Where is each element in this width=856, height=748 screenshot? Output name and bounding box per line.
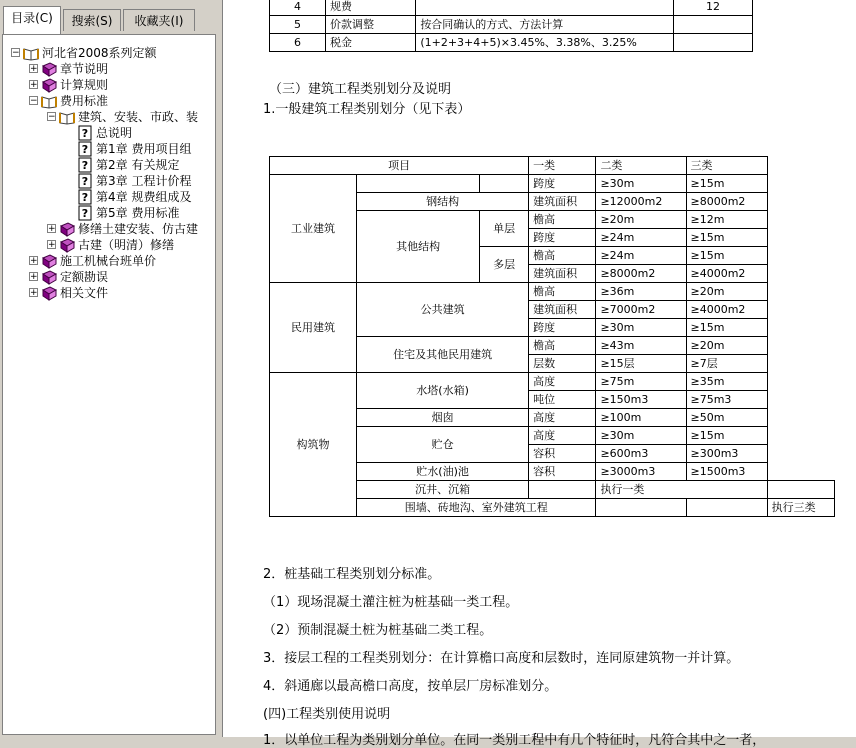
tree-item-label: 定额勘误 bbox=[60, 270, 109, 284]
section-subheading: 1.一般建筑工程类别划分（见下表） bbox=[263, 102, 471, 117]
tree-item[interactable] bbox=[3, 285, 215, 301]
help-page-icon bbox=[77, 157, 93, 173]
open-book-icon bbox=[23, 45, 39, 61]
table-row: 6 税金 (1+2+3+4+5)×3.45%、3.38%、3.25% bbox=[270, 34, 753, 52]
collapse-icon[interactable]: − bbox=[30, 96, 38, 106]
open-book-icon bbox=[41, 93, 57, 109]
paragraph-heading: (四)工程类别使用说明 bbox=[263, 707, 391, 722]
tree-item-label: 修缮土建安装、仿古建 bbox=[78, 222, 199, 236]
tab-favorites[interactable]: 收藏夹(I) bbox=[123, 9, 195, 31]
tree-item[interactable] bbox=[3, 253, 215, 269]
table-row: 钢结构 建筑面积 ≥12000m2 ≥8000m2 bbox=[270, 193, 835, 211]
tree-item[interactable] bbox=[3, 221, 215, 237]
tab-search[interactable]: 搜索(S) bbox=[63, 9, 121, 31]
tree-item[interactable] bbox=[3, 237, 215, 253]
expand-icon[interactable]: + bbox=[30, 64, 38, 74]
tree-item-label: 第4章 规费组成及 bbox=[96, 190, 192, 204]
table-row: 围墙、砖地沟、室外建筑工程 执行三类 bbox=[270, 499, 835, 517]
help-page-icon bbox=[77, 189, 93, 205]
table-row: 层数 ≥15层 ≥7层 bbox=[270, 355, 835, 373]
book-icon bbox=[41, 61, 57, 77]
paragraph: 4．斜通廊以最高檐口高度，按单层厂房标准划分。 bbox=[263, 679, 558, 694]
tree-item[interactable] bbox=[3, 157, 215, 173]
tree-item-label: 第1章 费用项目组 bbox=[96, 142, 192, 156]
tree-item-label: 建筑、安装、市政、装 bbox=[78, 110, 199, 124]
paragraph: （1）现场混凝土灌注桩为桩基础一类工程。 bbox=[263, 595, 519, 610]
svg-text:?: ? bbox=[81, 159, 89, 172]
table-row: 民用建筑 公共建筑 檐高 ≥36m ≥20m bbox=[270, 283, 835, 301]
expand-icon[interactable]: + bbox=[30, 80, 38, 90]
expand-icon[interactable]: + bbox=[48, 240, 56, 250]
book-icon bbox=[41, 253, 57, 269]
tab-contents[interactable]: 目录(C) bbox=[3, 6, 61, 34]
table-row: 住宅及其他民用建筑 檐高 ≥43m ≥20m bbox=[270, 337, 835, 355]
svg-text:?: ? bbox=[81, 143, 89, 156]
tree-item-label: 古建（明清）修缮 bbox=[78, 238, 175, 252]
tree-item[interactable] bbox=[3, 93, 215, 109]
expand-icon[interactable]: + bbox=[30, 288, 38, 298]
section-heading: （三）建筑工程类别划分及说明 bbox=[269, 82, 452, 97]
svg-text:?: ? bbox=[81, 191, 89, 204]
expand-icon[interactable]: + bbox=[30, 256, 38, 266]
svg-text:?: ? bbox=[81, 175, 89, 188]
collapse-icon[interactable]: − bbox=[48, 112, 56, 122]
table-row: 跨度 ≥30m ≥15m bbox=[270, 319, 835, 337]
topic-content-pane bbox=[222, 0, 856, 748]
tree-item[interactable] bbox=[3, 77, 215, 93]
building-category-table bbox=[269, 156, 835, 517]
help-page-icon bbox=[77, 141, 93, 157]
book-icon bbox=[41, 285, 57, 301]
table-row: 构筑物 水塔(水箱) 高度 ≥75m ≥35m bbox=[270, 373, 835, 391]
tree-item[interactable] bbox=[3, 205, 215, 221]
open-book-icon bbox=[59, 109, 75, 125]
table-row: 贮仓 高度 ≥30m ≥15m bbox=[270, 427, 835, 445]
svg-text:?: ? bbox=[81, 207, 89, 220]
tree-item-label: 第5章 费用标准 bbox=[96, 206, 180, 220]
table-row: 建筑面积 ≥8000m2 ≥4000m2 bbox=[270, 265, 835, 283]
paragraph: 2．桩基础工程类别划分标准。 bbox=[263, 567, 441, 582]
table-header-row: 项目 一类 二类 三类 bbox=[270, 157, 835, 175]
table-row: 5 价款调整 按合同确认的方式、方法计算 bbox=[270, 16, 753, 34]
tree-item-label: 河北省2008系列定额 bbox=[42, 46, 157, 60]
tree-item-label: 第2章 有关规定 bbox=[96, 158, 180, 172]
tree-item[interactable] bbox=[3, 189, 215, 205]
contents-tree-panel bbox=[2, 34, 216, 735]
tree-item-label: 施工机械台班单价 bbox=[60, 254, 157, 268]
tree-item[interactable] bbox=[3, 269, 215, 285]
table-row: 烟囱 高度 ≥100m ≥50m bbox=[270, 409, 835, 427]
paragraph: （2）预制混凝土桩为桩基础二类工程。 bbox=[263, 623, 493, 638]
table-row: 建筑面积 ≥7000m2 ≥4000m2 bbox=[270, 301, 835, 319]
tree-item-label: 计算规则 bbox=[60, 78, 109, 92]
tree-item[interactable] bbox=[3, 45, 215, 61]
tree-item[interactable] bbox=[3, 61, 215, 77]
table-row: 跨度 ≥24m ≥15m bbox=[270, 229, 835, 247]
tree-item-label: 费用标准 bbox=[60, 94, 109, 108]
tree-item[interactable] bbox=[3, 141, 215, 157]
book-icon bbox=[41, 269, 57, 285]
tree-item[interactable] bbox=[3, 125, 215, 141]
table-row: 沉井、沉箱 执行一类 bbox=[270, 481, 835, 499]
expand-icon[interactable]: + bbox=[48, 224, 56, 234]
svg-text:?: ? bbox=[81, 127, 89, 140]
help-page-icon bbox=[77, 125, 93, 141]
table-row: 贮水(油)池 容积 ≥3000m3 ≥1500m3 bbox=[270, 463, 835, 481]
tree-item-label: 相关文件 bbox=[60, 286, 109, 300]
help-page-icon bbox=[77, 205, 93, 221]
tree-item[interactable] bbox=[3, 109, 215, 125]
tree-item-label: 总说明 bbox=[96, 126, 133, 140]
table-row: 工业建筑 跨度 ≥30m ≥15m bbox=[270, 175, 835, 193]
table-row: 吨位 ≥150m3 ≥75m3 bbox=[270, 391, 835, 409]
expand-icon[interactable]: + bbox=[30, 272, 38, 282]
help-page-icon bbox=[77, 173, 93, 189]
paragraph: 3．接层工程的工程类别划分：在计算檐口高度和层数时，连同原建筑物一并计算。 bbox=[263, 651, 740, 666]
paragraph: 1．以单位工程为类别划分单位。在同一类别工程中有几个特征时，凡符合其中之一者， bbox=[263, 733, 766, 748]
table-row: 4 规费 12 bbox=[270, 0, 753, 16]
fee-table bbox=[269, 0, 753, 52]
table-row: 其他结构 单层 檐高 ≥20m ≥12m bbox=[270, 211, 835, 229]
table-row: 容积 ≥600m3 ≥300m3 bbox=[270, 445, 835, 463]
table-row: 多层 檐高 ≥24m ≥15m bbox=[270, 247, 835, 265]
book-icon bbox=[59, 237, 75, 253]
tree-item-label: 章节说明 bbox=[60, 62, 109, 76]
book-icon bbox=[41, 77, 57, 93]
tree-item[interactable] bbox=[3, 173, 215, 189]
collapse-icon[interactable]: − bbox=[12, 48, 20, 58]
book-icon bbox=[59, 221, 75, 237]
tree-item-label: 第3章 工程计价程 bbox=[96, 174, 192, 188]
